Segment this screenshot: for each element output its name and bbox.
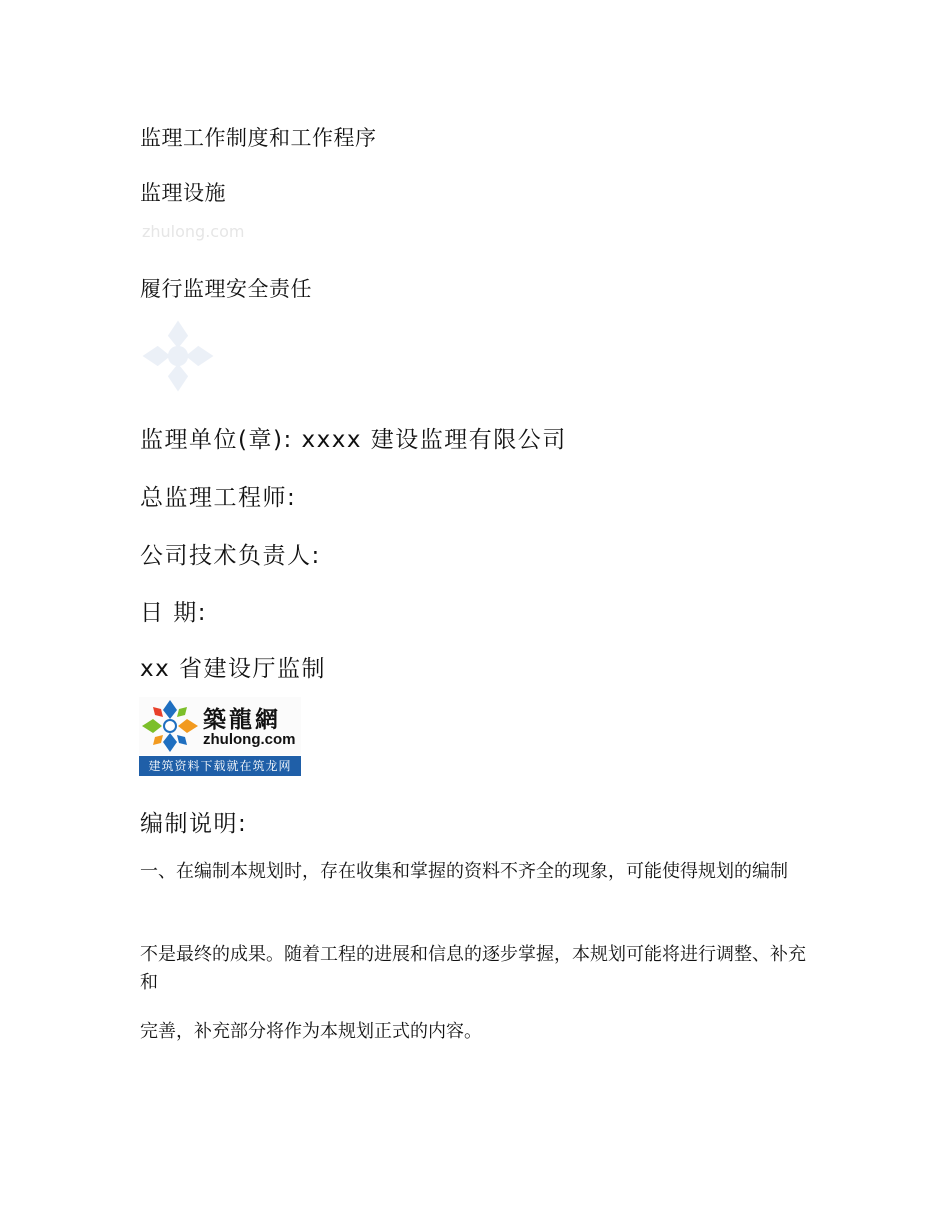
logo-domain: zhulong.com	[203, 731, 296, 748]
date-line: 日 期:	[140, 600, 208, 626]
note-paragraph-1: 一、在编制本规划时，存在收集和掌握的资料不齐全的现象，可能使得规划的编制	[140, 861, 788, 882]
heading-work-system: 监理工作制度和工作程序	[140, 126, 377, 150]
zhulong-mark-icon	[141, 699, 199, 753]
technical-lead-line: 公司技术负责人:	[140, 543, 321, 569]
logo-slogan: 建筑资料下载就在筑龙网	[139, 756, 301, 776]
supervisor-line: xx 省建设厅监制	[140, 656, 327, 682]
heading-facilities: 监理设施	[140, 181, 226, 205]
note-paragraph-2: 不是最终的成果。随着工程的进展和信息的逐步掌握，本规划可能将进行调整、补充和	[140, 944, 806, 993]
watermark-text: zhulong.com	[142, 222, 245, 241]
logo-top-panel	[139, 697, 301, 755]
supervision-unit-line: 监理单位(章): xxxx 建设监理有限公司	[140, 427, 567, 453]
zhulong-logo	[139, 697, 301, 777]
compilation-notes-heading: 编制说明:	[140, 811, 248, 837]
logo-name-cn: 築龍網	[203, 706, 281, 733]
heading-safety-responsibility: 履行监理安全责任	[140, 277, 312, 301]
note-paragraph-3: 完善，补充部分将作为本规划正式的内容。	[140, 1021, 482, 1042]
watermark-logo-icon	[140, 318, 216, 394]
chief-engineer-line: 总监理工程师:	[140, 485, 297, 511]
